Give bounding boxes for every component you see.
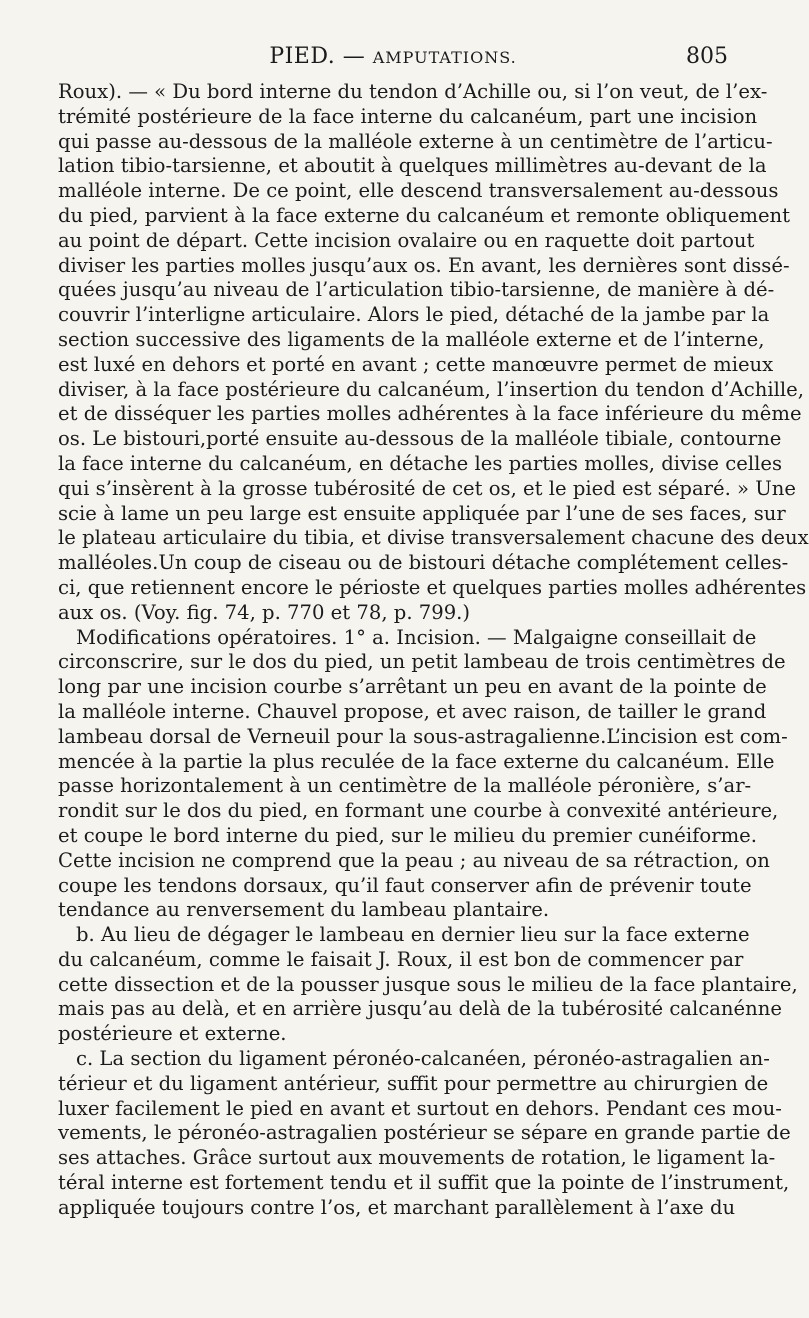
text-line: couvrir l’interligne articulaire. Alors le pied, détaché de la jambe par la <box>58 303 770 327</box>
text-line: circonscrire, sur le dos du pied, un petit lambeau de trois centimètres de <box>58 650 786 674</box>
text-line: la malléole interne. Chauvel propose, et avec raison, de tailler le grand <box>58 699 767 723</box>
text-line: lation tibio-tarsienne, et aboutit à quelques millimètres au-devant de la <box>58 154 767 178</box>
text-line: qui s’insèrent à la grosse tubérosité de cet os, et le pied est séparé. » Une <box>58 476 796 500</box>
running-title-section: AMPUTATIONS. <box>372 48 517 67</box>
text-line: scie à lame un peu large est ensuite appliquée par l’une de ses faces, sur <box>58 501 786 525</box>
text-line: postérieure et externe. <box>58 1022 287 1046</box>
text-line: malléoles.Un coup de ciseau ou de bistouri détache complétement celles- <box>58 551 789 575</box>
page-number: 805 <box>686 44 728 69</box>
text-line: téral interne est fortement tendu et il suffit que la pointe de l’instrument, <box>58 1171 790 1195</box>
text-line: qui passe au-dessous de la malléole externe à un centimètre de l’articu- <box>58 129 773 153</box>
text-line: rondit sur le dos du pied, en formant une courbe à convexité antérieure, <box>58 799 779 823</box>
text-line: cette dissection et de la pousser jusque sous le milieu de la face plantaire, <box>58 972 798 996</box>
text-line: luxer facilement le pied en avant et surtout en dehors. Pendant ces mou- <box>58 1096 782 1120</box>
text-line: aux os. (Voy. fig. 74, p. 770 et 78, p. 799.) <box>58 600 471 624</box>
text-line: ses attaches. Grâce surtout aux mouvements de rotation, le ligament la- <box>58 1146 776 1170</box>
running-head <box>58 40 728 80</box>
text-line: Roux). — « Du bord interne du tendon d’Achille ou, si l’on veut, de l’ex- <box>58 80 768 103</box>
text-line: diviser, à la face postérieure du calcanéum, l’insertion du tendon d’Achille, <box>58 377 805 401</box>
text-line: malléole interne. De ce point, elle descend transversalement au-dessous <box>58 179 779 203</box>
text-line: du pied, parvient à la face externe du calcanéum et remonte obliquement <box>58 203 791 227</box>
text-line: térieur et du ligament antérieur, suffit pour permettre au chirurgien de <box>58 1071 769 1095</box>
text-line: et de disséquer les parties molles adhérentes à la face inférieure du même <box>58 402 802 426</box>
text-line: au point de départ. Cette incision ovalaire ou en raquette doit partout <box>58 228 755 252</box>
text-line: long par une incision courbe s’arrêtant un peu en avant de la pointe de <box>58 675 767 699</box>
text-line: section successive des ligaments de la malléole externe et de l’interne, <box>58 327 765 351</box>
running-title <box>58 44 728 69</box>
text-line: b. Au lieu de dégager le lambeau en dernier lieu sur la face externe <box>76 923 750 947</box>
text-line: diviser les parties molles jusqu’aux os. En avant, les dernières sont dissé- <box>58 253 790 277</box>
text-line: Modifications opératoires. 1° a. Incision. — Malgaigne conseillait de <box>76 625 757 649</box>
text-line: lambeau dorsal de Verneuil pour la sous-astragalienne.L’incision est com- <box>58 724 788 748</box>
text-line: coupe les tendons dorsaux, qu’il faut conserver afin de prévenir toute <box>58 873 752 897</box>
text-line: passe horizontalement à un centimètre de la malléole péronière, s’ar- <box>58 774 752 798</box>
text-line: trémité postérieure de la face interne du calcanéum, part une incision <box>58 104 758 128</box>
text-line: ci, que retiennent encore le périoste et quelques parties molles adhérentes <box>58 575 807 599</box>
text-line: os. Le bistouri,porté ensuite au-dessous de la malléole tibiale, contourne <box>58 427 782 451</box>
text-line: la face interne du calcanéum, en détache les parties molles, divise celles <box>58 451 783 475</box>
text-line: mencée à la partie la plus reculée de la face externe du calcanéum. Elle <box>58 749 775 773</box>
text-line: le plateau articulaire du tibia, et divise transversalement chacune des deux <box>58 526 809 550</box>
text-line: Cette incision ne comprend que la peau ; au niveau de sa rétraction, on <box>58 848 770 872</box>
text-line: quées jusqu’au niveau de l’articulation tibio-tarsienne, de manière à dé- <box>58 278 775 302</box>
text-line: est luxé en dehors et porté en avant ; cette manœuvre permet de mieux <box>58 352 774 376</box>
text-line: mais pas au delà, et en arrière jusqu’au delà de la tubérosité calcanénne <box>58 997 782 1021</box>
text-line: vements, le péronéo-astragalien postérieur se sépare en grande partie de <box>58 1121 791 1145</box>
body-text <box>58 80 809 1221</box>
running-title-main: PIED. — <box>269 44 373 69</box>
text-line: et coupe le bord interne du pied, sur le milieu du premier cunéiforme. <box>58 823 757 847</box>
text-line: du calcanéum, comme le faisait J. Roux, il est bon de commencer par <box>58 947 744 971</box>
text-line: c. La section du ligament péronéo-calcanéen, péronéo-astragalien an- <box>76 1047 770 1071</box>
text-line: appliquée toujours contre l’os, et marchant parallèlement à l’axe du <box>58 1195 736 1219</box>
text-line: tendance au renversement du lambeau plantaire. <box>58 898 550 922</box>
